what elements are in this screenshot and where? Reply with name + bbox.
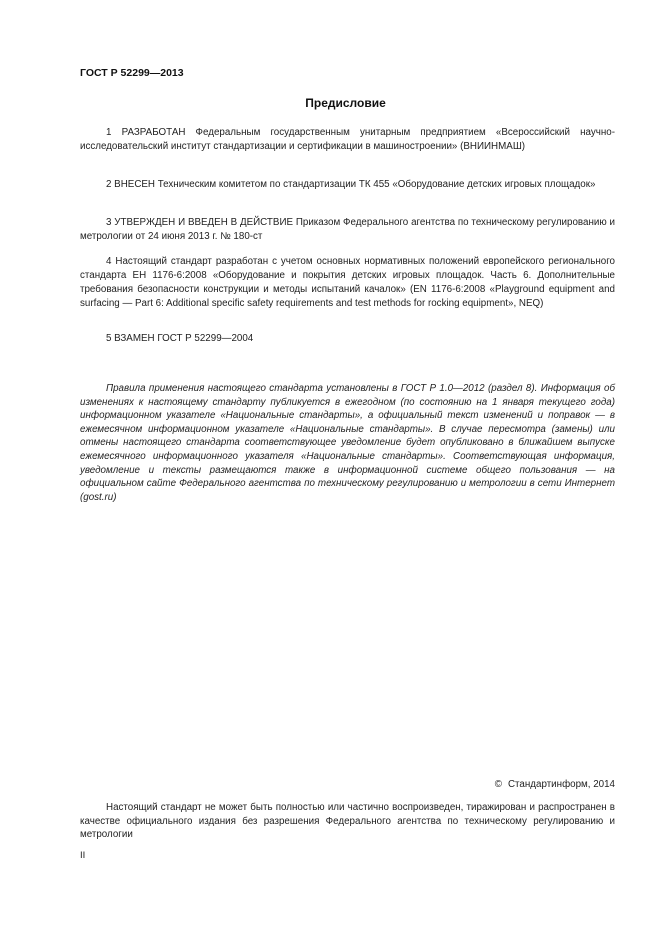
reproduction-rights-notice: Настоящий стандарт не может быть полностью или частично воспроизведен, тиражирован и распространен в качестве официального издания без разрешения Федерального агентства по техническому регулированию и метрологии bbox=[80, 802, 615, 841]
paragraph-1: 1 РАЗРАБОТАН Федеральным государственным унитарным предприятием «Всероссийский научно-исследовательский институт стандартизации и сертификации в машиностроении» (ВНИИНМАШ) bbox=[80, 127, 615, 152]
section-title: Предисловие bbox=[305, 96, 386, 110]
copyright-symbol: © bbox=[494, 779, 502, 790]
paragraph-5: 5 ВЗАМЕН ГОСТ Р 52299—2004 bbox=[106, 333, 254, 344]
paragraph-2: 2 ВНЕСЕН Техническим комитетом по стандартизации ТК 455 «Оборудование детских игровых площадок» bbox=[106, 179, 596, 190]
paragraph-4: 4 Настоящий стандарт разработан с учетом основных нормативных положений европейского регионального стандарта ЕН 1176-6:2008 «Оборудование и покрытия детских игровых площадок. Часть 6. Дополнительные требования безопасности конструкции и методы испытаний качалок» (EN 1176-6:2008 «Playground equipment and surfacing — Part 6: Additional specific safety requirements and test methods for rocking equipment», NEQ) bbox=[80, 256, 615, 309]
copyright-text: Стандартинформ, 2014 bbox=[507, 779, 615, 790]
paragraph-3: 3 УТВЕРЖДЕН И ВВЕДЕН В ДЕЙСТВИЕ Приказом Федерального агентства по техническому регулированию и метрологии от 24 июня 2013 г. № 180-ст bbox=[80, 217, 615, 242]
page-number: II bbox=[80, 850, 86, 861]
document-code-header: ГОСТ Р 52299—2013 bbox=[80, 67, 184, 79]
copyright-line bbox=[495, 779, 615, 790]
application-notice: Правила применения настоящего стандарта установлены в ГОСТ Р 1.0—2012 (раздел 8). Информация об изменениях к настоящему стандарту публикуется в ежегодном (по состоянию на 1 января текущего года) информационном указателе «Национальные стандарты», а официальный текст изменений и поправок — в ежемесячном информационном указателе «Национальные стандарты». В случае пересмотра (замены) или отмены настоящего стандарта соответствующее уведомление будет опубликовано в ближайшем выпуске ежемесячного информационного указателя «Национальные стандарты». Соответствующая информация, уведомление и тексты размещаются также в информационной системе общего пользования — на официальном сайте Федерального агентства по техническому регулированию и метрологии в сети Интернет (gost.ru) bbox=[80, 383, 615, 503]
